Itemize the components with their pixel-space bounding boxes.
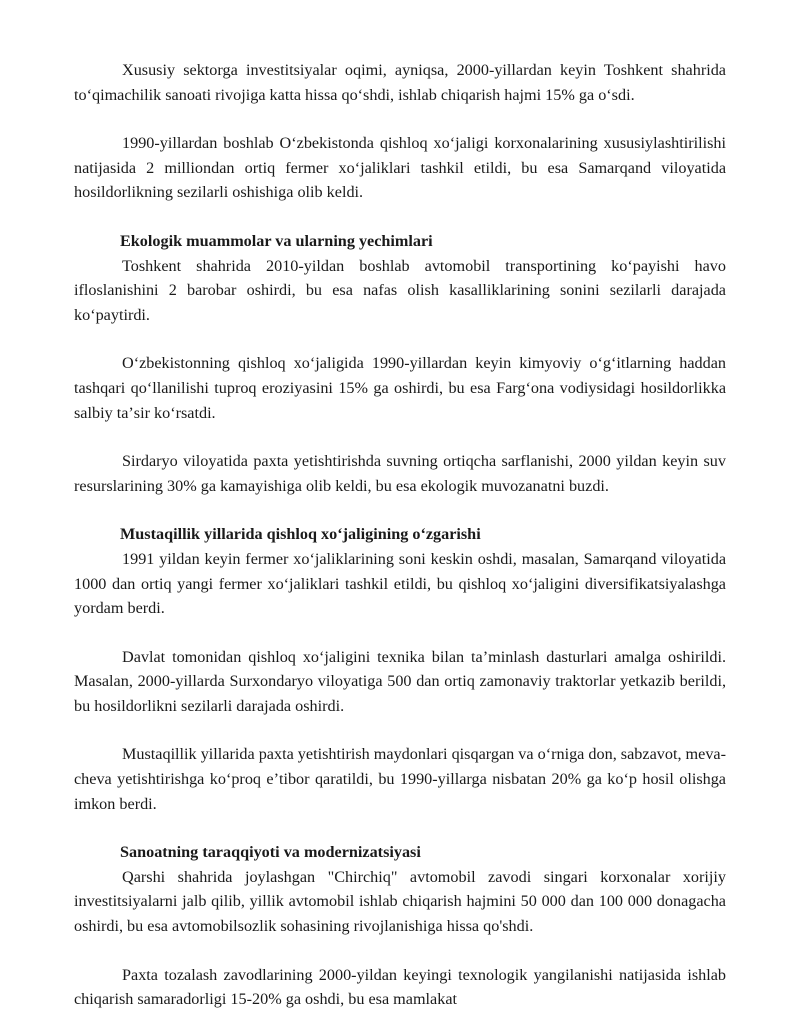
paragraph: Qarshi shahrida joylashgan "Chirchiq" avtomobil zavodi singari korxonalar xorijiy investitsiyalarni jalb qilib, yillik avtomobil ishlab chiqarish hajmini 50 000 dan 100 000 donagacha oshirdi, bu esa avtomobilsozlik sohasining rivojlanishiga hissa qo'shdi. <box>74 867 726 936</box>
document-page <box>74 58 726 1012</box>
paragraph: Oʻzbekistonning qishloq xoʻjaligida 1990-yillardan keyin kimyoviy oʻgʻitlarning haddan tashqari qoʻllanilishi tuproq eroziyasini 15% ga oshirdi, bu esa Fargʻona vodiysidagi hosildorlikka salbiy taʼsir koʻrsatdi. <box>74 354 726 422</box>
paragraph: Sirdaryo viloyatida paxta yetishtirishda suvning ortiqcha sarflanishi, 2000 yildan keyin suv resurslarining 30% ga kamayishiga olib keldi, bu esa ekologik muvozanatni buzdi. <box>74 452 726 495</box>
section-heading: Ekologik muammolar va ularning yechimlari <box>120 231 433 250</box>
section-heading: Mustaqillik yillarida qishloq xoʻjaligining oʻzgarishi <box>120 525 481 544</box>
paragraph: Davlat tomonidan qishloq xoʻjaligini texnika bilan taʼminlash dasturlari amalga oshirildi. Masalan, 2000-yillarda Surxondaryo viloyatiga 500 dan ortiq zamonaviy traktorlar yetkazib berildi, bu hosildorlikni sezilarli darajada oshirdi. <box>74 647 726 715</box>
paragraph: Mustaqillik yillarida paxta yetishtirish maydonlari qisqargan va oʻrniga don, sabzavot, meva-cheva yetishtirishga koʻproq eʼtibor qaratildi, bu 1990-yillarga nisbatan 20% ga koʻp hosil olishga imkon berdi. <box>74 745 726 813</box>
section-heading: Sanoatning taraqqiyoti va modernizatsiyasi <box>120 843 421 862</box>
paragraph: Toshkent shahrida 2010-yildan boshlab avtomobil transportining koʻpayishi havo ifloslanishini 2 barobar oshirdi, bu esa nafas olish kasalliklarining sonini sezilarli darajada koʻpaytirdi. <box>74 256 726 324</box>
paragraph: Paxta tozalash zavodlarining 2000-yildan keyingi texnologik yangilanishi natijasida ishlab chiqarish samaradorligi 15-20% ga oshdi, bu esa mamlakat <box>74 965 726 1009</box>
paragraph: Xususiy sektorga investitsiyalar oqimi, ayniqsa, 2000-yillardan keyin Toshkent shahrida toʻqimachilik sanoati rivojiga katta hissa qoʻshdi, ishlab chiqarish hajmi 15% ga oʻsdi. <box>74 61 726 104</box>
paragraph: 1991 yildan keyin fermer xoʻjaliklarining soni keskin oshdi, masalan, Samarqand viloyatida 1000 dan ortiq yangi fermer xoʻjaliklari tashkil etildi, bu qishloq xoʻjaligini diversifikatsiyalashga yordam berdi. <box>74 549 726 618</box>
paragraph: 1990-yillardan boshlab Oʻzbekistonda qishloq xoʻjaligi korxonalarining xususiylashtirilishi natijasida 2 milliondan ortiq fermer xoʻjaliklari tashkil etildi, bu esa Samarqand viloyatida hosildorlikning sezilarli oshishiga olib keldi. <box>74 134 726 202</box>
